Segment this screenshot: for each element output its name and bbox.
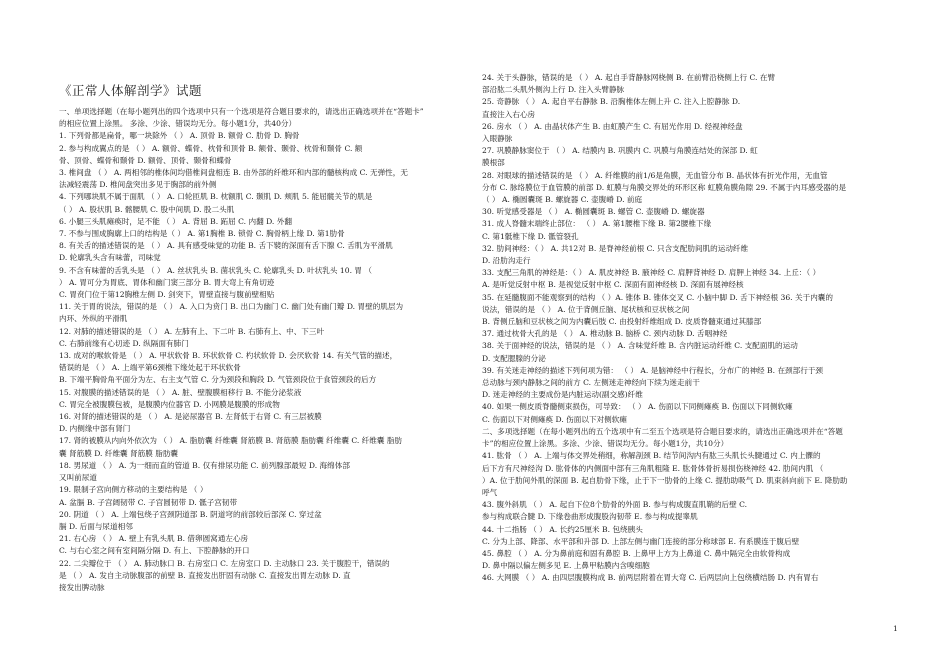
text-line: 18. 男尿道 （ ） A. 为一细而直的管道 B. 仅有排尿功能 C. 前列腺部最短 D. 海绵体部	[59, 460, 350, 470]
text-line: D. 轮廓乳头含有味蕾，司味觉	[59, 253, 161, 263]
text-line: 28. 对眼球的描述错误的是 （ ） A. 纤维膜的前1/6是角膜，无血管分布 B. 晶状体有折光作用，无血管	[482, 170, 828, 180]
text-line: 17. 肾的被膜从内向外依次为 （ ） A. 脂肪囊 纤维囊 肾筋膜 B. 肾筋膜 脂肪囊 纤维囊 C. 纤维囊 脂肪	[59, 436, 403, 446]
text-line: 直接注入右心房	[482, 109, 536, 119]
text-line: 40. 如果一侧皮质脊髓侧束损伤，可导致： （ ） A. 伤面以下同侧瘫痪 B. 伤面以下同侧软瘫	[482, 402, 793, 412]
text-line: B. 背侧丘脑和豆状核之间为内囊后肢 C. 由投射纤维组成 D. 皮质脊髓束通过其膝部	[482, 317, 762, 327]
text-line: C. 分为上部、降部、水平部和升部 D. 上部左侧与幽门连接的部分称球部 E. 有系膜连于腹后壁	[482, 536, 800, 546]
text-line: 31. 成人脊髓末端终止部位： （ ） A. 第1腰椎下缘 B. 第2腰椎下缘	[482, 219, 712, 229]
text-line: 4. 下列哪块肌不属于面肌 （ ） A. 口轮匝肌 B. 枕额肌 C. 颞肌 D. 颊肌 5. 能屈髋关节的肌是	[59, 192, 373, 202]
text-line: 22. 二尖瓣位于 （ ） A. 肺动脉口 B. 右房室口 C. 左房室口 D. 主动脉口 23. 关于腹腔干，错误的	[59, 558, 390, 568]
text-line: 参与构成联合腱 D. 下缘卷曲形成腹股沟韧带 E. 参与构成提睾肌	[482, 512, 698, 522]
text-line: 8. 有关舌的描述错误的是 （ ） A. 具有感受味觉的功能 B. 舌下襞的深面有舌下腺 C. 舌肌为平滑肌	[59, 241, 393, 251]
text-line: 21. 右心房 （ ） A. 壁上有乳头肌 B. 借卵圆窝通左心房	[59, 534, 249, 544]
text-line: D. 沿肋沟走行	[482, 256, 531, 266]
text-line: A. 盆膈 B. 子宫阔韧带 C. 子宫圆韧带 D. 骶子宫韧带	[59, 497, 238, 507]
text-line: 卡”的相应位置上涂黑。多涂、少涂、错误均无分。每小题1分，共10分）	[482, 439, 729, 449]
text-line: 膈 D. 后面与尿道相邻	[59, 521, 133, 531]
text-line: 20. 阴道 （ ） A. 上端包绕子宫颈阴道部 B. 阴道穹的前部较后部深 C. 穿过盆	[59, 509, 322, 519]
text-line: 13. 成对的喉软骨是 （ ） A. 甲状软骨 B. 环状软骨 C. 杓状软骨 D. 会厌软骨 14. 有关气管的描述，	[59, 351, 398, 361]
text-line: 囊 肾筋膜 D. 纤维囊 肾筋膜 脂肪囊	[59, 448, 179, 458]
text-line: 又叫前尿道	[59, 473, 97, 483]
left-question-list	[59, 106, 474, 594]
text-line: 39. 有关迷走神经的描述下列何项为错： （ ） A. 是脑神经中行程长，分布广的神经 B. 在颈部行于颈	[482, 365, 824, 375]
text-line: 19. 限制子宫向侧方移动的主要结构是 （ ）	[59, 485, 208, 495]
text-line: 的相应位置上涂黑。 多涂、少涂、错误均无分。每小题1分，共40分）	[59, 119, 297, 129]
text-line: （ ） A. 股状肌 B. 髂腰肌 C. 股中间肌 D. 股二头肌	[59, 204, 235, 214]
text-line: 2. 参与构成翼点的是 （ ） A. 额骨、蝶骨、枕骨和顶骨 B. 额骨、颞骨、枕骨和颞骨 C. 额	[59, 143, 363, 153]
text-line: 错误的是 （ ） A. 上端平第6颈椎下缘处起于环状软骨	[59, 363, 241, 373]
text-line: 7. 不参与围成胸廓上口的结构是（ ） A. 第1胸椎 B. 锁骨 C. 胸骨柄上缘 D. 第1肋骨	[59, 229, 345, 239]
text-line: 部沿肱二头肌外侧沟上行 D. 注入头臂静脉	[482, 85, 625, 95]
text-line: D. 支配腮腺的分泌	[482, 353, 546, 363]
text-line: 后下方有尺神经沟 D. 肱骨体的内侧面中部有三角肌粗隆 E. 肱骨体骨折易损伤桡神经 42. 肋间内肌 （	[482, 463, 824, 473]
text-line: 呼气	[482, 487, 498, 497]
left-column	[59, 72, 474, 672]
text-line: （ ） A. 椭圆囊斑 B. 螺旋器 C. 壶腹嵴 D. 前庭	[482, 195, 643, 205]
text-line: 骨、顶骨、蝶骨和颞骨 D. 额骨、顶骨、颞骨和蝶骨	[59, 155, 232, 165]
text-line: 38. 关于面神经的说法，错误的是 （ ） A. 含味觉纤维 B. 含内脏运动纤维 C. 支配面肌的运动	[482, 341, 798, 351]
text-line: D. 内侧缘中部有肾门	[59, 424, 131, 434]
text-line: 16. 对肾的描述错误的是 （ ） A. 是泌尿器官 B. 左肾低于右肾 C. 有三层被膜	[59, 412, 322, 422]
text-line: 分布 C. 脉络膜位于血管膜的前部 D. 虹膜与角膜交界处的环形区称 虹膜角膜角隙 29. 不属于内耳感受器的是	[482, 182, 847, 192]
text-line: D. 迷走神经的主要成份是内脏运动(副交感)纤维	[482, 390, 643, 400]
text-line: 26. 房水 （ ） A. 由晶状体产生 B. 由虹膜产生 C. 有屈光作用 D. 经视神经盘	[482, 121, 743, 131]
text-line: 43. 腹外斜肌 （ ） A. 起自下位8个肋骨的外面 B. 参与构成腹直肌鞘的后壁 C.	[482, 500, 748, 510]
text-line: 总动脉与颈内静脉之间的前方 C. 左侧迷走神经向下续为迷走前干	[482, 378, 700, 388]
text-line: 45. 鼻腔 （ ） A. 分为鼻前庭和固有鼻腔 B. 上鼻甲上方为上鼻道 C. 鼻中隔完全由软骨构成	[482, 548, 791, 558]
text-line: 41. 肱骨 （ ） A. 上端与体交界处稍细，称解剖颈 B. 结节间沟内有肱三头肌长头腱通过 C. 内上髁的	[482, 451, 821, 461]
text-line: 是 （ ） A. 发自主动脉腹部的前壁 B. 直接发出肝固有动脉 C. 直接发出胃左动脉 D. 直	[59, 570, 351, 580]
text-line: 膜根部	[482, 158, 505, 168]
right-question-list	[482, 72, 892, 585]
text-line: 35. 在延髓腹面不能观察到的结构 （ ）A. 锥体 B. 锥体交叉 C. 小脑中脚 D. 舌下神经根 36. 关于内囊的	[482, 292, 833, 302]
text-line: 说法，错误的是 （ ） A. 位于背侧丘脑、尾状核和豆状核之间	[482, 304, 690, 314]
text-line: C. 伤面以下对侧瘫痪 D. 伤面以下对侧软瘫	[482, 414, 627, 424]
text-line: C. 胃完全被腹膜包被，是腹膜内位器官 D. 小网膜是腹膜的形成物	[59, 399, 280, 409]
text-line: 接发出脾动脉	[59, 582, 105, 592]
text-line: 25. 奇静脉 （ ） A. 起自平右静脉 B. 沿胸椎体左侧上升 C. 注入上腔静脉 D.	[482, 97, 741, 107]
text-line: 12. 对肺的描述错误的是 （ ） A. 左肺有上、下二叶 B. 右肺有上、中、下三叶	[59, 326, 325, 336]
text-line: 入眼静脉	[482, 134, 513, 144]
text-line: 37. 通过枕骨大孔的是 （ ） A. 椎动脉 B. 脑桥 C. 颈内动脉 D. 舌咽神经	[482, 329, 728, 339]
text-line: 11. 关于胃的说法，错误的是 （ ） A. 入口为贲门 B. 出口为幽门 C. 幽门处有幽门瓣 D. 胃壁的肌层为	[59, 302, 404, 312]
text-line: 6. 小腿三头肌瘫痪时，足不能 （ ） A. 背屈 B. 跖屈 C. 内翻 D. 外翻	[59, 216, 292, 226]
text-line: C. 与右心室之间有室间隔分隔 D. 有上、下腔静脉的开口	[59, 546, 250, 556]
text-line: C. 右肺前缘有心切迹 D. 纵隔面有肺门	[59, 338, 189, 348]
page-title: 《正常人体解剖学》试题	[59, 83, 203, 98]
text-line: ） A. 胃可分为胃底、胃体和幽门窦三部分 B. 胃大弯上有角切迹	[59, 277, 275, 287]
right-column	[482, 72, 892, 672]
text-line: 3. 椎间盘 （ ） A. 两相邻的椎体间均借椎间盘相连 B. 由外部的纤维环和内部的髓核构成 C. 无弹性，无	[59, 168, 408, 178]
text-line: 内环、外纵的平滑肌	[59, 314, 128, 324]
text-line: 9. 不含有味蕾的舌乳头是 （ ） A. 丝状乳头 B. 菌状乳头 C. 轮廓乳头 D. 叶状乳头 10. 胃 （	[59, 265, 373, 275]
text-line: 一、单项选择题（在每小题列出的四个选项中只有一个选项是符合题目要求的，请选出正确选项并在“答题卡”	[59, 107, 424, 116]
text-line: ）A. 位于肋间外肌的深面 B. 起自肋骨下缘，止于下一肋骨的上缘 C. 提肋助吸气 D. 肌束斜向前下 E. 降肋助	[482, 475, 848, 485]
text-line: 33. 支配三角肌的神经是：（ ） A. 肌皮神经 B. 腋神经 C. 肩胛背神经 D. 肩胛上神经 34. 上丘：（ ）	[482, 268, 821, 278]
text-line: 法减轻震荡 D. 椎间盘突出多见于胸部的前外侧	[59, 180, 217, 190]
text-line: 二、多项选择题（在每小题列出的五个选项中有二至五个选项是符合题目要求的，请选出正确选项并在“答题	[482, 426, 843, 436]
text-line: D. 鼻中隔以偏左侧多见 E. 上鼻甲粘膜内含嗅细胞	[482, 561, 650, 571]
text-line: 1. 下列骨都是扁骨，哪一块除外 （ ） A. 顶骨 B. 额骨 C. 肋骨 D. 胸骨	[59, 131, 300, 141]
text-line: B. 下端平胸骨角平面分为左、右主支气管 C. 分为颈段和胸段 D. 气管颈段位于食管颈段的后方	[59, 375, 377, 385]
text-line: 30. 听觉感受器是 （ ） A. 椭圆囊斑 B. 螺管 C. 壶腹嵴 D. 螺旋器	[482, 207, 705, 217]
text-line: 24. 关于头静脉，错误的是 （ ） A. 起自手背静脉网桡侧 B. 在前臂沿桡侧上行 C. 在臂	[482, 73, 776, 82]
text-line: 46. 大网膜 （ ） A. 由四层腹膜构成 B. 前两层附着在胃大弯 C. 后两层向上包绕横结肠 D. 内有胃右	[482, 573, 819, 583]
text-line: A. 是听觉反射中枢 B. 是视觉反射中枢 C. 深面有面神经核 D. 深面有展神经核	[482, 280, 744, 290]
text-line: 44. 十二指肠 （ ） A. 长约25厘米 B. 包绕胰头	[482, 524, 643, 534]
page-number: 1	[893, 624, 898, 633]
text-line: 32. 肋间神经：（ ） A. 共12对 B. 是脊神经前根 C. 只含支配肋间肌的运动纤维	[482, 243, 749, 253]
text-line: 15. 对腹膜的描述错误的是 （ ） A. 脏、壁腹膜相移行 B. 不能分泌浆液	[59, 387, 302, 397]
text-line: C. 第1骶椎下缘 D. 骶管裂孔	[482, 231, 579, 241]
text-line: 27. 巩膜静脉窦位于 （ ） A. 结膜内 B. 巩膜内 C. 巩膜与角膜连结处的深部 D. 虹	[482, 146, 758, 156]
text-line: C. 胃贲门位于第12胸椎左侧 D. 剑突下，胃壁直接与腹前壁相贴	[59, 290, 275, 300]
